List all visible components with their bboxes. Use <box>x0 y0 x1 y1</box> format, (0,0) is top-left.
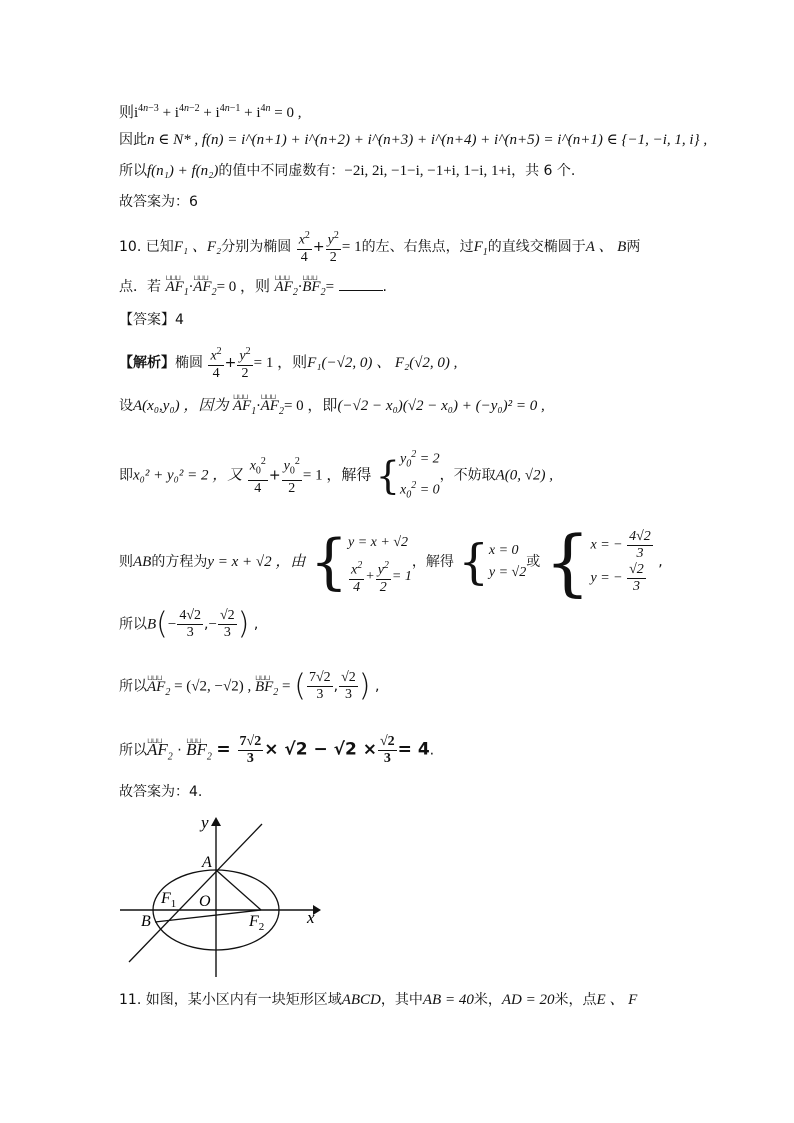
solution-line-5: 所以B(− $\frac{4√2}{3}$ ,− $\frac{√2}{3}$ ) , <box>119 606 259 642</box>
answer-line: 【答案】4 <box>119 312 184 328</box>
label-y: y <box>201 813 209 832</box>
ellipse-figure <box>115 812 330 982</box>
segment-bf2 <box>155 910 261 922</box>
vector-bf2: ⊔⊔⊔ $BF_2$ <box>302 277 325 303</box>
label-a: A <box>202 854 212 871</box>
solution-line-2: 设A(x₀,y₀) ，因为 ⊔⊔⊔ $AF_1\cdot⊔⊔⊔$ $AF_2= 0$ ，即(−√2 − x₀)(√2 − x₀) + (−y₀)² = 0 , <box>119 396 545 422</box>
text-line-2: 因此n ∈ N* , f(n) = i^(n+1) + i^(n+2) + i^(n+3) + i^(n+4) + i^(n+5) = i^(n+1) ∈ {−1, −i, 1, i} , <box>119 132 708 148</box>
y-axis-arrow <box>211 817 221 826</box>
solution-line-6: 所以⊔⊔⊔ $AF_2 = (√2$, −√2) , ⊔⊔⊔ $BF_2$ = ( $\frac{7√2}{3}$ , $\frac{√2}{3}$ ) , <box>119 670 379 703</box>
label-x: x <box>307 908 315 927</box>
vector-af2: ⊔⊔⊔ $AF_2$ <box>193 277 216 303</box>
question-10-line-1: 10. 已知F₁ 、F₂分别为椭圆 $\frac{x^2}{4}$ + $\frac{y^2}{2}$ = 1的左、右焦点，过$F_1$的直线交椭圆于A 、 B两 <box>119 230 641 265</box>
question-11-line: 11. 如图，某小区内有一块矩形区域ABCD，其中AB = 40米，AD = 20米，点E 、 F <box>119 992 638 1008</box>
fraction-y2-2: $\frac{y^2}{2}$ <box>327 230 339 265</box>
vector-af2-b: ⊔⊔⊔ $AF_2$ <box>274 277 297 303</box>
vector-af1: ⊔⊔⊔ $AF_1$ <box>165 277 188 303</box>
answer-blank <box>339 276 383 291</box>
solution-line-3: 即x₀² + y₀² = 2 ，又 $\frac{x_0^2}{4}$ + $\frac{y_0^2}{2}$ = 1 ，解得 { $y_0^2 = 2$ $x_0^2 = 0$ ，不妨取A(0, √2) , <box>119 449 554 501</box>
text-line-4: 故答案为：6 <box>119 194 198 210</box>
final-answer-line: 故答案为：4. <box>119 784 203 800</box>
segment-af2 <box>216 870 261 910</box>
solution-line-7: 所以⊔⊔⊔ $AF_2$ · ⊔⊔⊔ $BF_2$ = $\frac{7√2}{3}$ × √2 − √2 × $\frac{√2}{3}$ = 4. <box>119 734 434 767</box>
label-b: B <box>141 913 151 930</box>
fraction-x2-4: $\frac{x^2}{4}$ <box>298 230 310 265</box>
label-f1: $F_1$ <box>161 890 177 910</box>
question-10-line-2: 点．若 ⊔⊔⊔ $AF_1\cdot⊔⊔⊔$ $AF_2= 0$ ，则 ⊔⊔⊔ $AF_2\cdot⊔⊔⊔$ $BF_2=$ . <box>119 276 387 303</box>
text-line-1: 则$i^{4n-3} + i^{4n-2} + i^{4n-1} + i^{4n} = 0$ , <box>119 103 302 121</box>
solution-line-4: 则AB的方程为y = x + √2 ，由 { y = x + √2 $\frac{x^2}{4}$ + $\frac{y^2}{2}$ = 1 ，解得 { x = 0 y = √2 或 { x = − $\frac{4√2}{3}$ y = − $\frac{√2}{3}$ , <box>119 520 663 604</box>
text-line-3: 所以f(n₁) + f(n₂)的值中不同虚数有：−2i, 2i, −1−i, −1+i, 1−i, 1+i，共 6 个. <box>119 163 576 179</box>
label-f2: $F_2$ <box>249 913 265 933</box>
label-o: O <box>199 893 211 910</box>
solution-line-1: 【解析】椭圆 $\frac{x^2}{4}$ + $\frac{y^2}{2}$ = 1 ，则F₁(−√2, 0) 、 F₂(√2, 0) , <box>119 346 458 381</box>
